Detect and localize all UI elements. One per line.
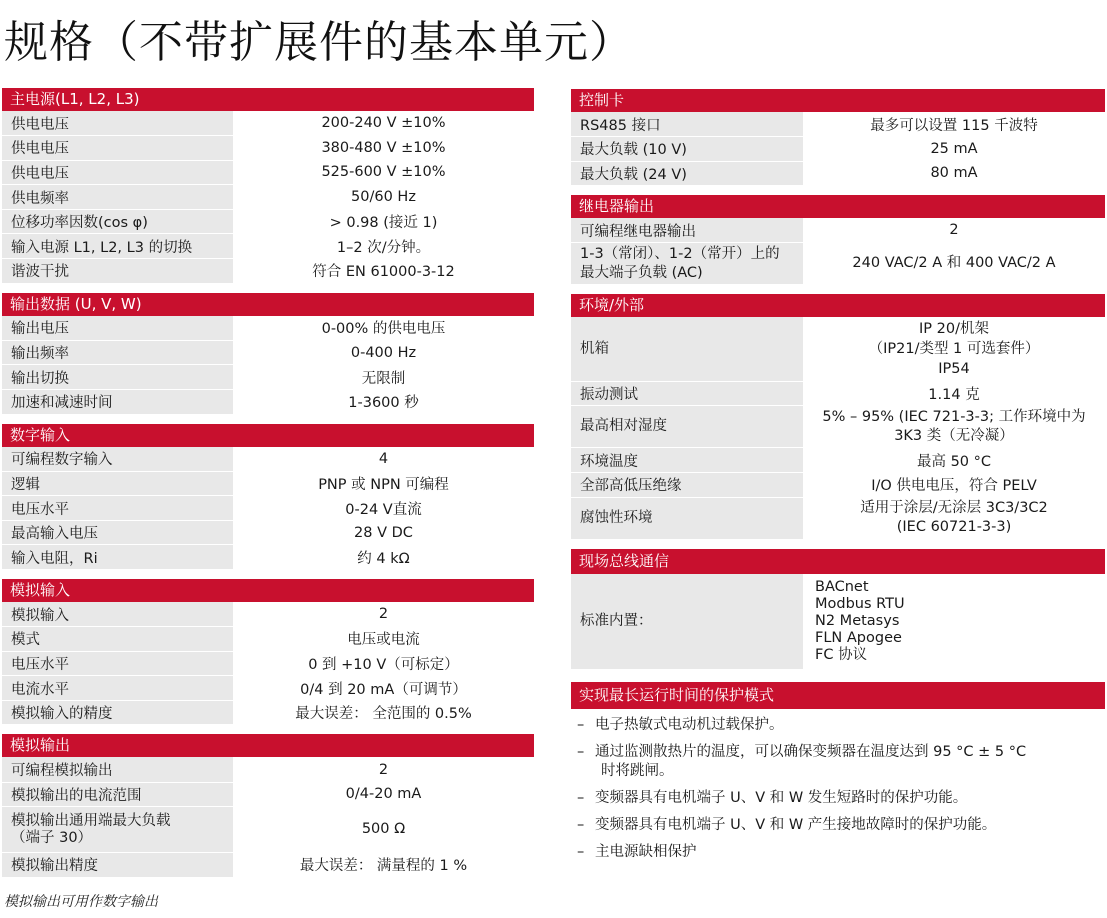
list-item-text: 变频器具有电机端子 U、V 和 W 发生短路时的保护功能。 [595,790,968,807]
list-item [577,740,1105,786]
table-row [571,317,1105,381]
fieldbus-item: FC 协议 [815,646,868,663]
spec-label: 模拟输入的精度 [2,700,233,725]
spec-value: I/O 供电电压，符合 PELV [803,473,1105,498]
spec-value: 1.14 克 [803,381,1105,406]
section-fieldbus [571,549,1105,671]
section-analog-output [2,734,534,877]
list-item-text: 通过监测散热片的温度，可以确保变频器在温度达到 95 °C ± 5 °C [595,744,1027,761]
spec-value-line: 5% – 95% (IEC 721-3-3; 工作环境中为 [822,408,1086,425]
table-row [2,259,534,284]
spec-label: 电压水平 [2,496,233,521]
spec-value-line: IP 20/机架 [919,321,989,338]
list-item-text: 主电源缺相保护 [595,844,697,861]
spec-label: 电压水平 [2,651,233,676]
spec-label: 最高输入电压 [2,520,233,545]
list-item [577,840,1105,867]
spec-value: 80 mA [803,161,1105,186]
section-analog-input [2,579,534,725]
list-item-text: 时将跳闸。 [601,763,674,780]
section-header: 模拟输入 [2,579,534,602]
list-item-text: 变频器具有电机端子 U、V 和 W 产生接地故障时的保护功能。 [595,817,997,834]
table-row [571,161,1105,186]
spec-value: 0 到 +10 V（可标定） [233,651,534,676]
spec-value: 2 [233,757,534,782]
table-row [2,234,534,259]
spec-value: 最大误差： 满量程的 1 % [233,853,534,878]
dash-marker: – [577,817,585,834]
table-row [571,112,1105,137]
table-row [571,497,1105,539]
spec-value [803,406,1105,448]
spec-value-line: 适用于涂层/无涂层 3C3/3C2 [860,500,1048,517]
spec-label: 供电电压 [2,160,233,185]
spec-value-line: IP54 [938,361,970,378]
spec-label-line: （端子 30） [11,829,93,846]
fieldbus-list [803,574,1105,670]
spec-label: 模拟输入 [2,602,233,627]
table-row [571,406,1105,448]
section-header: 模拟输出 [2,734,534,757]
table-row [571,574,1105,670]
list-item [577,786,1105,813]
spec-value: 200-240 V ±10% [233,111,534,136]
spec-label-line: 模拟输出通用端最大负载 [11,812,171,829]
spec-value: 最多可以设置 115 千波特 [803,112,1105,137]
table-row [2,676,534,701]
fieldbus-item: N2 Metasys [815,612,900,629]
table-row [571,218,1105,243]
protection-list [571,709,1105,867]
spec-label: 模拟输出的电流范围 [2,782,233,807]
section-output [2,293,534,415]
dash-marker: – [577,744,585,761]
table-row [2,700,534,725]
section-header: 继电器输出 [571,195,1105,218]
spec-label [2,807,233,853]
spec-label: 加速和减速时间 [2,389,233,414]
right-column [571,89,1105,876]
table-row [2,447,534,472]
table-row [2,807,534,853]
spec-label: 输入电阻，Ri [2,545,233,570]
spec-value: 1–2 次/分钟。 [233,234,534,259]
table-row [2,389,534,414]
spec-value: > 0.98 (接近 1) [233,209,534,234]
section-header: 现场总线通信 [571,549,1105,574]
spec-label: 环境温度 [571,448,803,473]
spec-value: 4 [233,447,534,472]
spec-value: 50/60 Hz [233,185,534,210]
spec-label: 可编程继电器输出 [571,218,803,243]
spec-value: 最高 50 °C [803,448,1105,473]
table-row [2,545,534,570]
spec-value: 约 4 kΩ [233,545,534,570]
dash-marker: – [577,844,585,861]
dash-marker: – [577,717,585,734]
spec-label: 振动测试 [571,381,803,406]
table-row [571,473,1105,498]
spec-label: 最大负载 (10 V) [571,137,803,162]
table-row [2,471,534,496]
spec-value: 28 V DC [233,520,534,545]
spec-value: 符合 EN 61000-3-12 [233,259,534,284]
spec-table [2,111,534,284]
spec-label: 供电频率 [2,185,233,210]
spec-value: 0/4 到 20 mA（可调节） [233,676,534,701]
dash-marker: – [577,790,585,807]
table-row [2,316,534,341]
spec-label: 可编程数字输入 [2,447,233,472]
table-row [2,496,534,521]
spec-label: 输出切换 [2,365,233,390]
table-row [2,209,534,234]
spec-value: 0-24 V直流 [233,496,534,521]
spec-label: 供电电压 [2,111,233,136]
list-item-text: 电子热敏式电动机过载保护。 [595,717,784,734]
spec-value [803,497,1105,539]
spec-label: 模拟输出精度 [2,853,233,878]
spec-value: 电压或电流 [233,627,534,652]
spec-label: 可编程模拟输出 [2,757,233,782]
spec-value-line: (IEC 60721-3-3) [896,519,1012,536]
spec-table [2,447,534,570]
table-row [2,651,534,676]
spec-label: 逻辑 [2,471,233,496]
spec-value: 380-480 V ±10% [233,136,534,161]
footnote: 模拟输出可用作数字输出 [4,894,158,910]
table-row [571,381,1105,406]
spec-label [571,243,803,285]
section-relay-output [571,195,1105,285]
section-environment [571,294,1105,539]
table-row [2,602,534,627]
spec-value: 2 [233,602,534,627]
table-row [2,111,534,136]
spec-value: 1-3600 秒 [233,389,534,414]
spec-value: 0/4-20 mA [233,782,534,807]
section-protection [571,682,1105,867]
spec-table [2,602,534,725]
spec-label: 模式 [2,627,233,652]
spec-label: 机箱 [571,317,803,381]
spec-value: 最大误差： 全范围的 0.5% [233,700,534,725]
spec-value: 500 Ω [233,807,534,853]
spec-label: 全部高低压绝缘 [571,473,803,498]
section-header: 数字输入 [2,424,534,447]
table-row [571,137,1105,162]
table-row [2,782,534,807]
fieldbus-item: FLN Apogee [815,629,902,646]
spec-label-line: 1-3（常闭）、1-2（常开）上的 [580,245,780,262]
section-control-card [571,89,1105,186]
left-column [2,88,534,887]
fieldbus-item: BACnet [815,578,869,595]
spec-label: 谐波干扰 [2,259,233,284]
spec-table [571,317,1105,539]
section-mains [2,88,534,284]
spec-value: PNP 或 NPN 可编程 [233,471,534,496]
table-row [2,340,534,365]
section-header: 环境/外部 [571,294,1105,317]
spec-value-line: （IP21/类型 1 可选套件） [868,341,1040,358]
page-title: 规格（不带扩展件的基本单元） [4,17,634,68]
spec-table [2,316,534,415]
spec-value: 0-400 Hz [233,340,534,365]
spec-table [571,574,1105,671]
spec-value: 无限制 [233,365,534,390]
spec-table [571,218,1105,285]
spec-label: 腐蚀性环境 [571,497,803,539]
section-header: 输出数据 (U, V, W) [2,293,534,316]
table-row [2,160,534,185]
spec-value-line: 3K3 类（无冷凝） [894,427,1014,444]
spec-table [2,757,534,877]
table-row [2,136,534,161]
table-row [2,627,534,652]
table-row [2,185,534,210]
spec-value [803,317,1105,381]
spec-value: 0-00% 的供电电压 [233,316,534,341]
spec-label: 输入电源 L1, L2, L3 的切换 [2,234,233,259]
spec-label: 供电电压 [2,136,233,161]
spec-label: 标准内置： [571,574,803,670]
list-item [577,813,1105,840]
fieldbus-item: Modbus RTU [815,595,905,612]
spec-value: 25 mA [803,137,1105,162]
spec-label: 输出频率 [2,340,233,365]
table-row [2,757,534,782]
table-row [571,243,1105,285]
table-row [2,365,534,390]
table-row [2,520,534,545]
table-row [2,853,534,878]
spec-table [571,112,1105,186]
section-digital-input [2,424,534,570]
section-header: 实现最长运行时间的保护模式 [571,682,1105,709]
section-header: 控制卡 [571,89,1105,112]
spec-label: 最高相对湿度 [571,406,803,448]
section-header: 主电源(L1, L2, L3) [2,88,534,111]
spec-value: 2 [803,218,1105,243]
table-row [571,448,1105,473]
spec-label: 电流水平 [2,676,233,701]
spec-value: 525-600 V ±10% [233,160,534,185]
spec-label: 最大负载 (24 V) [571,161,803,186]
list-item [577,713,1105,740]
spec-label: 输出电压 [2,316,233,341]
spec-label: RS485 接口 [571,112,803,137]
spec-value: 240 VAC/2 A 和 400 VAC/2 A [803,243,1105,285]
spec-label: 位移功率因数(cos φ) [2,209,233,234]
spec-label-line: 最大端子负载 (AC) [580,264,703,281]
